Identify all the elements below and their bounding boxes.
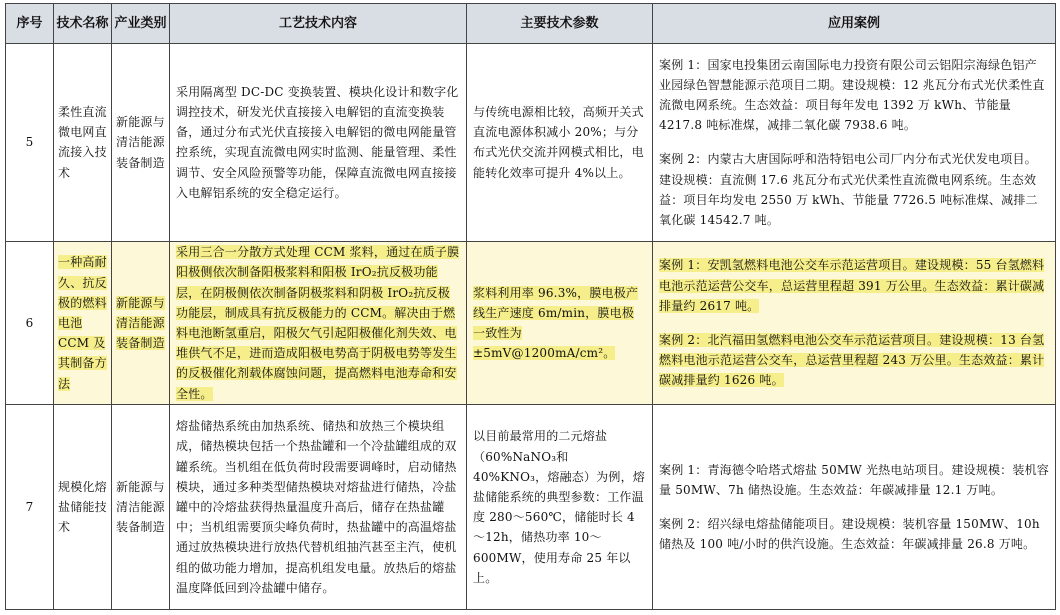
row-cases: [653, 405, 1056, 610]
row-params: [467, 241, 653, 405]
header-category: 产业类别: [112, 4, 170, 44]
row-process: [170, 241, 467, 405]
case-item: 案例 1：国家电投集团云南国际电力投资有限公司云铝阳宗海绿色铝产业园绿色智慧能源示范项目二期。建设规模：12 兆瓦分布式光伏柔性直流微电网系统。生态效益：项目每年发电 1392 万 kWh、节能量 4217.8 吨标准煤，减排二氧化碳 7938.6 吨。: [659, 57, 1045, 133]
case-item: 案例 1：青海德令哈塔式熔盐 50MW 光热电站项目。建设规模：装机容量 50MW、7h 储热设施。生态效益：年碳减排量 12.1 万吨。: [659, 462, 1049, 497]
row-category: 新能源与清洁能源装备制造: [112, 405, 170, 610]
highlighted-text: 案例 1：安凯氢燃料电池公交车示范运营项目。建设规模：55 台氢燃料电池示范运营公交车，总运营里程超 391 万公里。生态效益：累计碳减排量约 2617 吨。: [659, 258, 1045, 313]
row-cases: [653, 241, 1056, 405]
table-row: [6, 405, 1056, 610]
highlighted-text: 新能源与清洁能源装备制造: [116, 295, 165, 351]
row-params: 与传统电源相比较，高频开关式直流电源体积减小 20%；与分布式光伏交流并网模式相比，电能转化效率可提升 4%以上。: [467, 44, 653, 242]
case-item: 案例 2：绍兴绿电熔盐储能项目。建设规模：装机容量 150MW、10h 储热及 100 吨/小时的供汽设施。生态效益：年碳减排量 26.8 万吨。: [659, 517, 1040, 552]
highlighted-text: 采用三合一分散方式处理 CCM 浆料，通过在质子膜阳极侧依次制备阳极浆料和阳极 IrO₂抗反极功能层，在阴极侧依次制备阴极浆料和阴极 IrO₂抗反极功能层，制成具有抗反极能力的 CCM。解决由于燃料电池断氢重启，阳极欠气引起阳极催化剂失效、电堆供气不足，进而造成阳极电势高于阴极电势等发生的反极催化剂载体腐蚀问题，提高燃料电池寿命和安全性。: [176, 245, 460, 401]
row-seq: 5: [6, 44, 54, 242]
header-seq: 序号: [6, 4, 54, 44]
row-category: 新能源与清洁能源装备制造: [112, 44, 170, 242]
case-item: 案例 2：内蒙古大唐国际呼和浩特铝电公司厂内分布式光伏发电项目。建设规模：直流侧 17.6 兆瓦分布式光伏柔性直流微电网系统。生态效益：项目年均发电 2550 万 kWh、节能量 7726.5 吨标准煤、减排二氧化碳 14542.7 吨。: [659, 152, 1038, 228]
case-item: [659, 255, 1049, 316]
header-cases: 应用案例: [653, 4, 1056, 44]
row-tech-name: 规模化熔盐储能技术: [54, 405, 112, 610]
case-item: [659, 330, 1049, 391]
row-params: 以目前最常用的二元熔盐（60%NaNO₃和 40%KNO₃，熔融态）为例，熔盐储能系统的典型参数：工作温度 280～560℃，储能时长 4～12h，储热功率 10～600MW，使用寿命 25 年以上。: [467, 405, 653, 610]
header-tech-name: 技术名称: [54, 4, 112, 44]
row-seq: 7: [6, 405, 54, 610]
header-process: 工艺技术内容: [170, 4, 467, 44]
table-row-highlighted: [6, 241, 1056, 405]
table-row: [6, 44, 1056, 242]
highlighted-text: 浆料利用率 96.3%，膜电极产线生产速度 6m/min，膜电极一致性为±5mV@1200mA/cm²。: [473, 285, 639, 361]
header-params: 主要技术参数: [467, 4, 653, 44]
row-tech-name: [54, 241, 112, 405]
technology-table: [5, 3, 1056, 610]
row-tech-name: 柔性直流微电网直流接入技术: [54, 44, 112, 242]
row-process: 熔盐储热系统由加热系统、储热和放热三个模块组成，储热模块包括一个热盐罐和一个冷盐罐组成的双罐系统。当机组在低负荷时段需要调峰时，启动储热模块，通过多种类型储热模块对熔盐进行储热，冷盐罐中的冷熔盐获得热量温度升高后，储存在热盐罐中；当机组需要顶尖峰负荷时，热盐罐中的高温熔盐通过放热模块进行放热代替机组抽汽甚至主汽，使机组的做功能力增加，提高机组发电量。放热后的熔盐温度降低回到冷盐罐中储存。: [170, 405, 467, 610]
row-category: [112, 241, 170, 405]
row-seq: 6: [6, 241, 54, 405]
highlighted-text: 一种高耐久、抗反极的燃料电池 CCM 及其制备方法: [58, 255, 107, 391]
highlighted-text: 案例 2：北汽福田氢燃料电池公交车示范运营项目。建设规模：13 台氢燃料电池示范运营公交车，总运营里程超 243 万公里。生态效益：累计碳减排量约 1626 吨。: [659, 333, 1045, 388]
row-cases: [653, 44, 1056, 242]
row-process: 采用隔离型 DC-DC 变换装置、模块化设计和数字化调控技术，研发光伏直接接入电解铝的直流变换装备，通过分布式光伏直接接入电解铝的微电网能量管控系统，实现直流微电网实时监测、能量管理、柔性调节、安全风险预警等功能，保障直流微电网直接接入电解铝系统的安全稳定运行。: [170, 44, 467, 242]
header-row: [6, 4, 1056, 44]
